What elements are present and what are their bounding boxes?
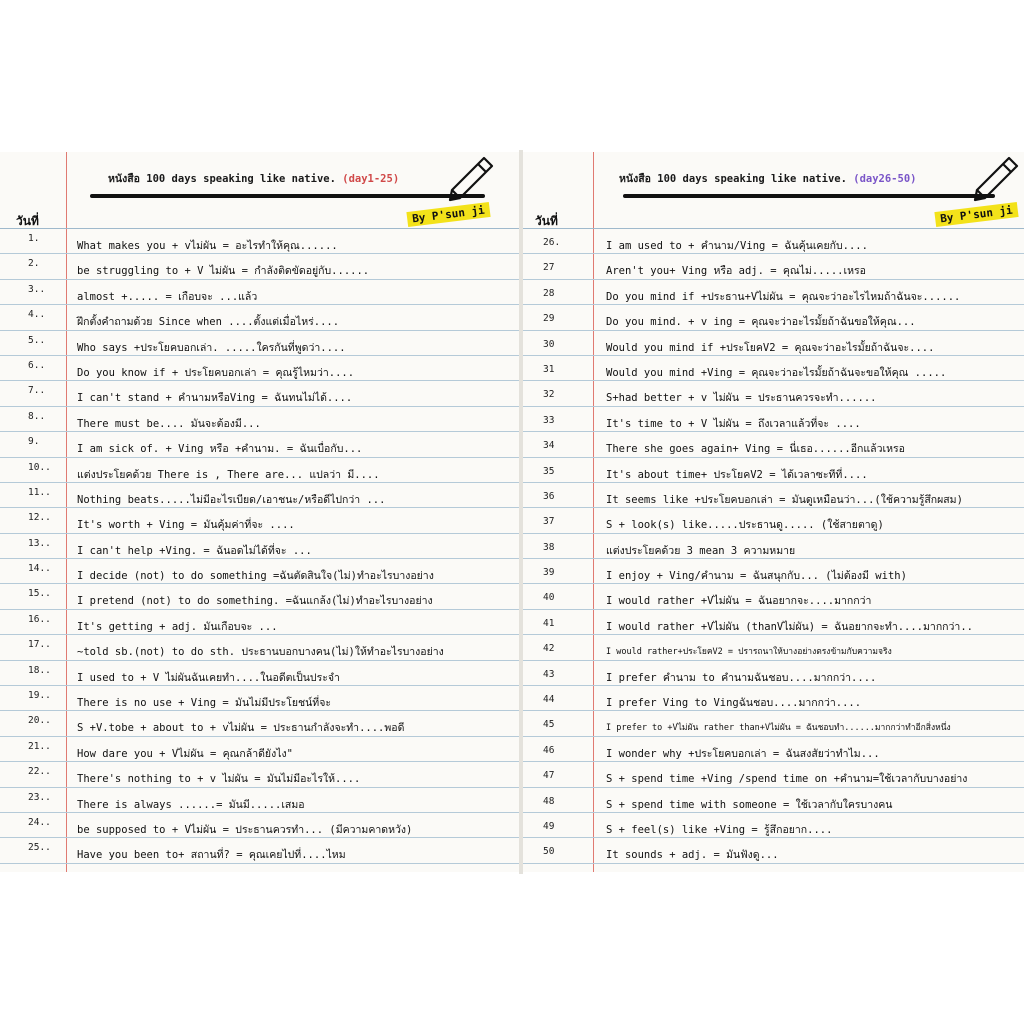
phrase-text: almost +..... = เกือบจะ ...แล้ว bbox=[77, 290, 258, 303]
phrase-text: ~told sb.(not) to do sth. ประธานบอกบางคน(ไม่)ให้ทำอะไรบางอย่าง bbox=[77, 646, 444, 659]
list-item bbox=[523, 407, 1024, 432]
day-number: 40 bbox=[543, 592, 555, 604]
phrase-text: I can't stand + คำนามหรือVing = ฉันทนไม่ได้.... bbox=[77, 392, 353, 405]
day-number: 17.. bbox=[28, 639, 51, 651]
list-item bbox=[523, 305, 1024, 330]
day-range: (day26-50) bbox=[853, 173, 917, 185]
page-header bbox=[523, 152, 1024, 228]
list-item bbox=[523, 686, 1024, 711]
day-number: 34 bbox=[543, 440, 555, 452]
day-number: 46 bbox=[543, 744, 555, 756]
phrase-text: It's time to + V ไม่ผัน = ถึงเวลาแล้วที่จะ .... bbox=[606, 417, 861, 430]
phrase-text: What makes you + vไม่ผัน = อะไรทำให้คุณ...... bbox=[77, 240, 338, 252]
phrase-text: Would you mind if +ประโยคV2 = คุณจะว่าอะไรมั้ยถ้าฉันจะ.... bbox=[606, 341, 935, 354]
phrase-text: S + feel(s) like +Ving = รู้สึกอยาก.... bbox=[606, 823, 833, 836]
list-item bbox=[523, 432, 1024, 457]
list-item bbox=[523, 737, 1024, 762]
phrase-text: Do you know if + ประโยคบอกเล่า = คุณรู้ไหมว่า.... bbox=[77, 366, 355, 379]
list-item bbox=[0, 534, 519, 559]
day-number: 33 bbox=[543, 414, 555, 426]
phrase-text: I prefer Ving to Vingฉันชอบ....มากกว่า.... bbox=[606, 697, 862, 710]
list-item bbox=[523, 331, 1024, 356]
day-number: 4.. bbox=[28, 309, 46, 321]
left-page bbox=[0, 152, 519, 872]
list-item bbox=[0, 229, 519, 254]
phrase-text: There is no use + Ving = มันไม่มีประโยชน์ที่จะ bbox=[77, 697, 332, 710]
list-item bbox=[523, 711, 1024, 736]
phrase-text: Do you mind if +ประธาน+Vไม่ผัน = คุณจะว่าอะไรไหมถ้าฉันจะ...... bbox=[606, 290, 961, 303]
day-number: 14.. bbox=[28, 563, 51, 575]
phrase-text: I am used to + คำนาม/Ving = ฉันคุ้นเคยกับ.... bbox=[606, 240, 868, 252]
marker-pen-icon bbox=[969, 152, 1021, 204]
list-item bbox=[0, 508, 519, 533]
day-column-header: วันที่ bbox=[16, 214, 39, 228]
phrase-text: Aren't you+ Ving หรือ adj. = คุณไม่.....เหรอ bbox=[606, 265, 866, 278]
day-number: 21.. bbox=[28, 740, 51, 752]
author-badge: By P'sun ji bbox=[406, 202, 490, 227]
day-number: 49 bbox=[543, 820, 555, 832]
day-number: 5.. bbox=[28, 334, 46, 346]
day-number: 38 bbox=[543, 541, 555, 553]
phrase-text: be supposed to + Vไม่ผัน = ประธานควรทำ... (มีความคาดหวัง) bbox=[77, 823, 413, 836]
phrase-text: I wonder why +ประโยคบอกเล่า = ฉันสงสัยว่าทำไม... bbox=[606, 747, 880, 760]
phrase-text: There's nothing to + v ไม่ผัน = มันไม่มีอะไรให้.... bbox=[77, 773, 361, 786]
phrase-text: Have you been to+ สถานที่? = คุณเคยไปที่....ไหม bbox=[77, 849, 346, 862]
day-number: 43 bbox=[543, 668, 555, 680]
list-item bbox=[523, 762, 1024, 787]
list-item bbox=[523, 280, 1024, 305]
day-number: 10.. bbox=[28, 461, 51, 473]
list-item bbox=[0, 661, 519, 686]
phrase-text: There she goes again+ Ving = นี่เธอ......อีกแล้วเหรอ bbox=[606, 443, 905, 456]
day-number: 15.. bbox=[28, 588, 51, 600]
day-number: 27 bbox=[543, 262, 555, 274]
phrase-text: It seems like +ประโยคบอกเล่า = มันดูเหมือนว่า...(ใช้ความรู้สึกผสม) bbox=[606, 493, 963, 506]
title-underline bbox=[623, 194, 995, 198]
list-item bbox=[0, 407, 519, 432]
list-item bbox=[0, 737, 519, 762]
day-number: 32 bbox=[543, 389, 555, 401]
phrase-text: I am sick of. + Ving หรือ +คำนาม. = ฉันเบื่อกับ... bbox=[77, 443, 363, 456]
list-item bbox=[523, 483, 1024, 508]
phrase-list bbox=[523, 229, 1024, 864]
day-number: 31 bbox=[543, 363, 555, 375]
day-number: 19.. bbox=[28, 690, 51, 702]
day-column-header: วันที่ bbox=[535, 214, 558, 228]
phrase-text: It's about time+ ประโยคV2 = ได้เวลาซะทีที่.... bbox=[606, 468, 868, 481]
day-number: 26. bbox=[543, 237, 561, 248]
phrase-text: It's worth + Ving = มันคุ้มค่าที่จะ .... bbox=[77, 519, 295, 532]
phrase-text: I would rather +Vไม่ผัน (thanVไม่ผัน) = ฉันอยากจะทำ....มากกว่า.. bbox=[606, 620, 973, 633]
day-number: 23.. bbox=[28, 791, 51, 803]
day-number: 47 bbox=[543, 770, 555, 782]
list-item bbox=[523, 813, 1024, 838]
day-number: 22.. bbox=[28, 766, 51, 778]
phrase-text: แต่งประโยคด้วย 3 mean 3 ความหมาย bbox=[606, 544, 796, 557]
list-item bbox=[523, 584, 1024, 609]
day-number: 45 bbox=[543, 719, 555, 731]
phrase-text: S+had better + v ไม่ผัน = ประธานควรจะทำ...... bbox=[606, 392, 877, 405]
list-item bbox=[0, 254, 519, 279]
phrase-text: I decide (not) to do something =ฉันตัดสินใจ(ไม่)ทำอะไรบางอย่าง bbox=[77, 570, 434, 583]
day-number: 7.. bbox=[28, 385, 46, 397]
day-range: (day1-25) bbox=[342, 173, 400, 185]
marker-pen-icon bbox=[444, 152, 496, 204]
phrase-text: How dare you + Vไม่ผัน = คุณกล้าดียังไง" bbox=[77, 747, 293, 760]
day-number: 1. bbox=[28, 233, 40, 244]
day-number: 9. bbox=[28, 436, 40, 448]
day-number: 42 bbox=[543, 643, 555, 655]
list-item bbox=[523, 788, 1024, 813]
list-item bbox=[523, 559, 1024, 584]
phrase-text: ฝึกตั้งคำถามด้วย Since when ....ตั้งแต่เมื่อไหร่.... bbox=[77, 316, 340, 329]
phrase-text: I prefer คำนาม to คำนามฉันชอบ....มากกว่า.... bbox=[606, 671, 877, 684]
day-number: 50 bbox=[543, 846, 555, 858]
list-item bbox=[523, 229, 1024, 254]
day-number: 39 bbox=[543, 567, 555, 579]
list-item bbox=[523, 610, 1024, 635]
title-underline bbox=[90, 194, 485, 198]
list-item bbox=[0, 331, 519, 356]
list-item bbox=[523, 254, 1024, 279]
list-item bbox=[0, 813, 519, 838]
list-item bbox=[0, 381, 519, 406]
day-number: 29 bbox=[543, 313, 555, 325]
list-item bbox=[0, 686, 519, 711]
title-text: หนังสือ 100 days speaking like native. bbox=[108, 173, 336, 185]
phrase-text: It sounds + adj. = มันฟังดู... bbox=[606, 849, 779, 862]
day-number: 36 bbox=[543, 490, 555, 502]
list-item bbox=[523, 838, 1024, 863]
phrase-text: I enjoy + Ving/คำนาม = ฉันสนุกกับ... (ไม่ต้องมี with) bbox=[606, 570, 907, 583]
day-number: 11.. bbox=[28, 486, 51, 498]
day-number: 18.. bbox=[28, 664, 51, 676]
phrase-text: Would you mind +Ving = คุณจะว่าอะไรมั้ยถ้าฉันจะขอให้คุณ ..... bbox=[606, 366, 947, 379]
day-number: 28 bbox=[543, 287, 555, 299]
day-number: 44 bbox=[543, 694, 555, 706]
list-item bbox=[0, 356, 519, 381]
list-item bbox=[523, 661, 1024, 686]
phrase-text: It's getting + adj. มันเกือบจะ ... bbox=[77, 620, 278, 633]
phrase-text: be struggling to + V ไม่ผัน = กำลังติดขัดอยู่กับ...... bbox=[77, 265, 370, 278]
phrase-text: I would rather+ประโยคV2 = ปรารถนาให้บางอย่างตรงข้ามกับความจริง bbox=[606, 647, 892, 658]
day-number: 37 bbox=[543, 516, 555, 528]
day-number: 2. bbox=[28, 258, 40, 270]
list-item bbox=[523, 458, 1024, 483]
list-item bbox=[523, 508, 1024, 533]
day-number: 20.. bbox=[28, 715, 51, 727]
day-number: 48 bbox=[543, 795, 555, 807]
day-number: 24.. bbox=[28, 816, 51, 828]
list-item bbox=[0, 432, 519, 457]
phrase-text: S + spend time +Ving /spend time on +คำนาม=ใช้เวลากับบางอย่าง bbox=[606, 773, 968, 786]
day-number: 35 bbox=[543, 465, 555, 477]
list-item bbox=[523, 356, 1024, 381]
list-item bbox=[523, 381, 1024, 406]
page-header bbox=[0, 152, 519, 228]
list-item bbox=[0, 610, 519, 635]
list-item bbox=[0, 711, 519, 736]
phrase-text: แต่งประโยคด้วย There is , There are... แปลว่า มี.... bbox=[77, 468, 380, 481]
phrase-text: I can't help +Ving. = ฉันอดไม่ได้ที่จะ ... bbox=[77, 544, 312, 557]
day-number: 8.. bbox=[28, 410, 46, 422]
day-number: 41 bbox=[543, 617, 555, 629]
day-number: 25.. bbox=[28, 842, 51, 854]
page-title bbox=[619, 170, 916, 187]
list-item bbox=[0, 584, 519, 609]
title-text: หนังสือ 100 days speaking like native. bbox=[619, 173, 847, 185]
list-item bbox=[0, 559, 519, 584]
phrase-text: Nothing beats.....ไม่มีอะไรเบียด/เอาชนะ/หรือดีไปกว่า ... bbox=[77, 493, 386, 506]
list-item bbox=[0, 305, 519, 330]
list-item bbox=[523, 635, 1024, 660]
phrase-text: I would rather +Vไม่ผัน = ฉันอยากจะ....มากกว่า bbox=[606, 595, 872, 608]
list-item bbox=[0, 635, 519, 660]
day-number: 13.. bbox=[28, 537, 51, 549]
phrase-text: Do you mind. + v ing = คุณจะว่าอะไรมั้ยถ้าฉันขอให้คุณ... bbox=[606, 316, 916, 329]
list-item bbox=[0, 458, 519, 483]
phrase-text: I used to + V ไม่ผันฉันเคยทำ....ในอดีตเป็นประจำ bbox=[77, 671, 340, 684]
list-item bbox=[0, 762, 519, 787]
phrase-text: S + spend time with someone = ใช้เวลากับใครบางคน bbox=[606, 798, 893, 811]
phrase-text: I pretend (not) to do something. =ฉันแกล้ง(ไม่)ทำอะไรบางอย่าง bbox=[77, 595, 433, 608]
list-item bbox=[0, 483, 519, 508]
day-number: 3.. bbox=[28, 283, 46, 295]
phrase-text: Who says +ประโยคบอกเล่า. .....ใครกันที่พูดว่า.... bbox=[77, 341, 346, 354]
list-item bbox=[0, 838, 519, 863]
phrase-text: I prefer to +Vไม่ผัน rather than+Vไม่ผัน = ฉันชอบทำ......มากกว่าทำอีกสิ่งหนึ่ง bbox=[606, 723, 951, 734]
phrase-text: S + look(s) like.....ประธานดู..... (ใช้สายตาดู) bbox=[606, 519, 884, 532]
day-number: 16.. bbox=[28, 613, 51, 625]
day-number: 6.. bbox=[28, 359, 46, 371]
list-item bbox=[0, 280, 519, 305]
day-number: 30 bbox=[543, 338, 555, 350]
list-item bbox=[0, 788, 519, 813]
list-item bbox=[523, 534, 1024, 559]
day-number: 12.. bbox=[28, 512, 51, 524]
right-page bbox=[523, 152, 1024, 872]
phrase-text: There is always ......= มันมี.....เสมอ bbox=[77, 798, 305, 811]
author-badge: By P'sun ji bbox=[934, 202, 1018, 227]
page-title bbox=[108, 170, 399, 187]
phrase-list bbox=[0, 229, 519, 864]
phrase-text: There must be.... มันจะต้องมี... bbox=[77, 417, 261, 430]
phrase-text: S +V.tobe + about to + vไม่ผัน = ประธานกำลังจะทำ....พอดี bbox=[77, 722, 405, 735]
